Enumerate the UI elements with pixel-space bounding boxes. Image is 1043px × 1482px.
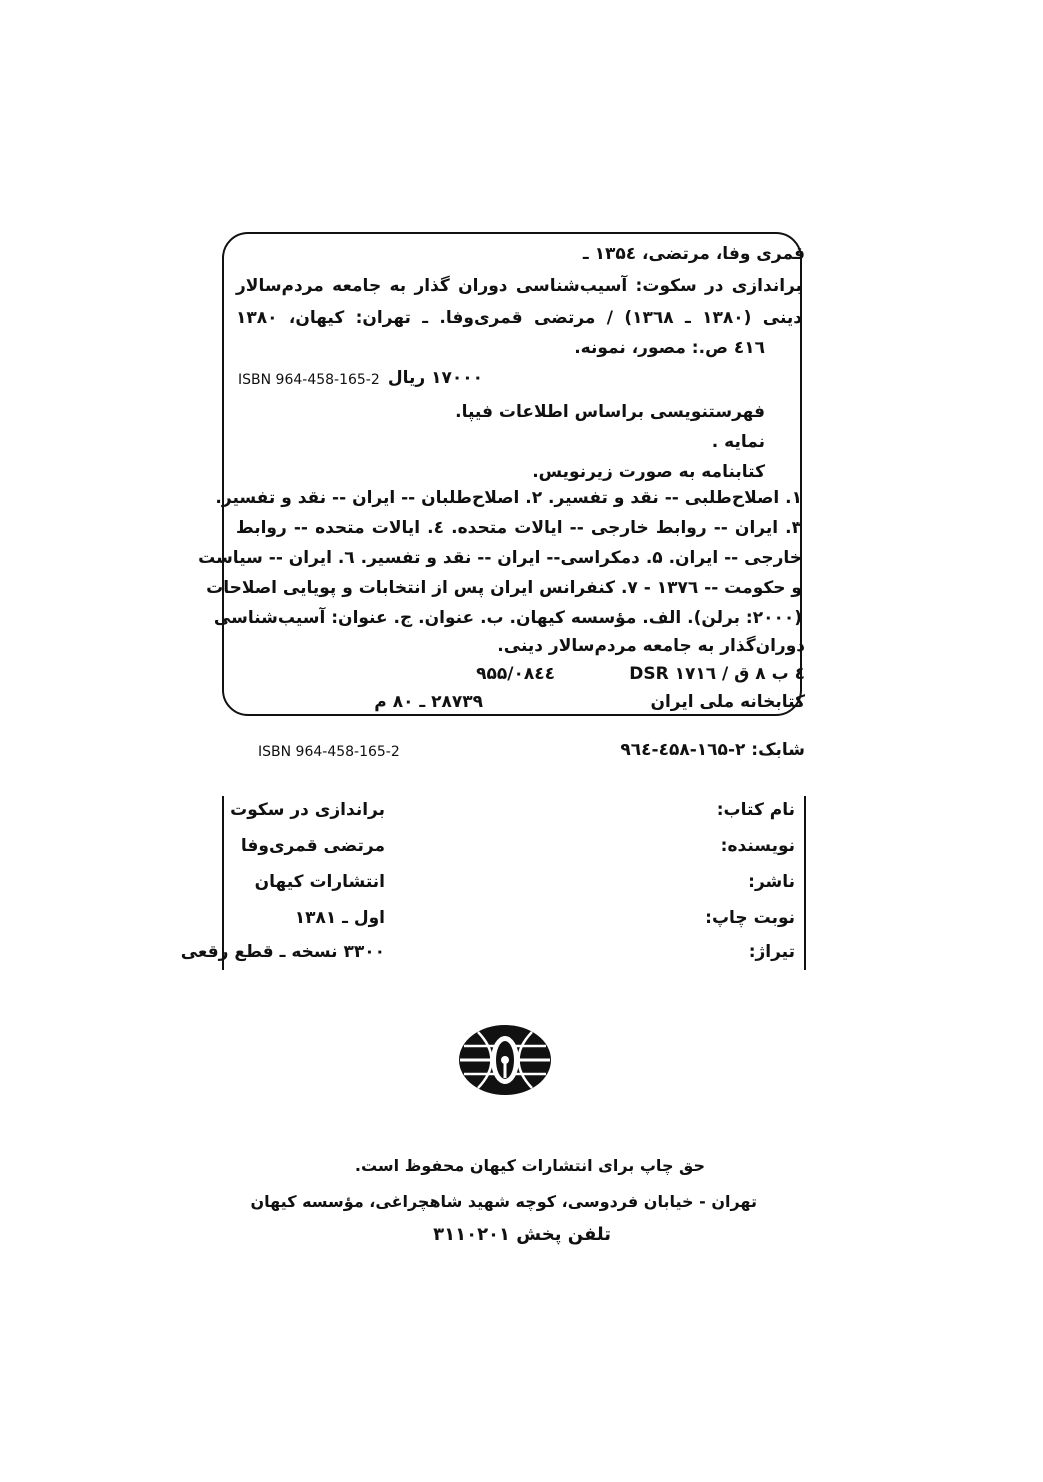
- cip-subject-line-6: دوران‌گذار به جامعه مردم‌سالار دینی.: [497, 636, 805, 656]
- cip-subject-line-1: ۱. اصلاح‌طلبی -- نقد و تفسیر. ۲. اصلاح‌طلبان -- ایران -- نقد و تفسیر.: [215, 488, 802, 508]
- info-value-edition: اول ـ ۱۳۸۱: [294, 908, 385, 928]
- cip-note-index: نمایه .: [711, 432, 765, 452]
- cip-pages-line: ٤۱٦ ص.: مصور، نمونه.: [574, 338, 765, 358]
- cip-subject-line-2: ۳. ایران -- روابط خارجی -- ایالات متحده. ٤. ایالات متحده -- روابط: [236, 518, 802, 538]
- cip-note-bibliography: کتابنامه به صورت زیرنویس.: [532, 462, 765, 482]
- info-right-rule: [804, 796, 806, 970]
- cip-subject-line-5: (۲۰۰۰: برلن). الف. مؤسسه کیهان. ب. عنوان. ج. عنوان: آسیب‌شناسی: [213, 608, 802, 628]
- shabak-isbn: ISBN 964-458-165-2: [258, 744, 400, 760]
- cip-isbn: ISBN 964-458-165-2: [238, 372, 380, 388]
- info-label-title: نام کتاب:: [716, 800, 795, 820]
- cip-record-number: ۲۸۷۳۹ ـ ۸۰ م: [374, 692, 483, 712]
- info-label-edition: نوبت چاپ:: [705, 908, 795, 928]
- cip-title-line-2: دینی (۱۳۸۰ ـ ۱۳٦۸) / مرتضی قمری‌وفا. ـ تهران: کیهان، ۱۳۸۰: [236, 308, 803, 328]
- distribution-phone: تلفن پخش ۳۱۱۰۲۰۱: [433, 1224, 611, 1245]
- cip-subject-line-3: خارجی -- ایران. ۵. دمکراسی-- ایران -- نقد و تفسیر. ٦. ایران -- سیاست: [198, 548, 802, 568]
- cip-subject-line-4: و حکومت -- ۱۳۷٦ - ۷. کنفرانس ایران پس از انتخابات و پویایی اصلاحات: [206, 578, 802, 598]
- info-value-author: مرتضی قمری‌وفا: [240, 836, 385, 856]
- info-value-publisher: انتشارات کیهان: [254, 872, 385, 892]
- cip-note-fipa: فهرستنویسی براساس اطلاعات فیپا.: [455, 402, 765, 422]
- kayhan-globe-logo-icon: [458, 1024, 552, 1096]
- copyright-notice: حق چاپ برای انتشارات کیهان محفوظ است.: [354, 1156, 705, 1175]
- cip-price: ۱۷۰۰۰ ریال: [387, 368, 483, 388]
- info-label-circulation: تیراژ:: [748, 942, 795, 962]
- cip-call-number: ٤ ب ۸ ق / ۱۷۱٦ DSR: [629, 664, 805, 684]
- shabak-label: شابک: ۲-۱٦۵-٤۵۸-۹٦٤: [620, 740, 805, 760]
- cip-author-line: قمری وفا، مرتضی، ۱۳۵٤ ـ: [582, 244, 805, 264]
- info-label-author: نویسنده:: [720, 836, 795, 856]
- cip-dewey: ۹۵۵/۰۸٤٤: [476, 664, 555, 684]
- cip-title-line: براندازی در سکوت: آسیب‌شناسی دوران گذار به جامعه مردم‌سالار: [236, 276, 802, 296]
- info-value-circulation: ۳۳۰۰ نسخه ـ قطع رقعی: [180, 942, 385, 962]
- cip-library: کتابخانه ملی ایران: [650, 692, 805, 712]
- info-label-publisher: ناشر:: [748, 872, 795, 892]
- info-value-title: براندازی در سکوت: [230, 800, 385, 820]
- publisher-address: تهران - خیابان فردوسی، کوچه شهید شاهچراغی، مؤسسه کیهان: [250, 1192, 757, 1211]
